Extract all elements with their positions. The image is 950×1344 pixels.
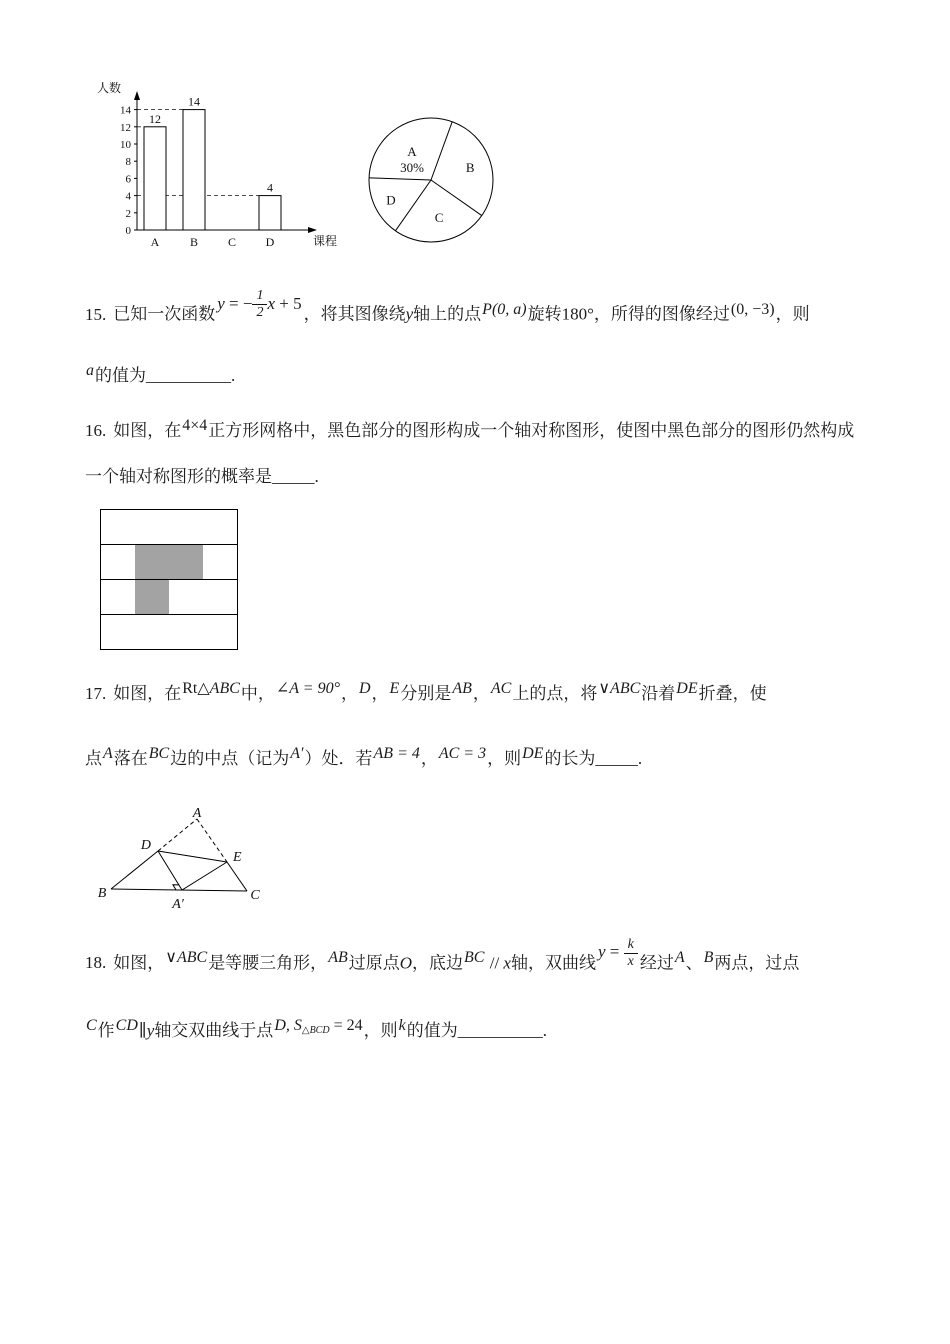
grid-cell-2-3 [203, 580, 238, 615]
q17-point-a-prime: A′ [290, 744, 304, 762]
q17-text-4: ， [371, 683, 389, 703]
q17-ac-equals-3: AC = 3 [438, 744, 487, 762]
q17-text-9: 折叠，使 [698, 683, 767, 703]
q17-angle-a: ∠A = 90° [275, 679, 340, 697]
pie-chart [349, 98, 517, 266]
svg-text:2: 2 [125, 207, 131, 220]
svg-text:A: A [407, 143, 417, 159]
q15-var-a: a [86, 362, 94, 380]
q18-hyperbola-formula [596, 936, 640, 969]
q17-text-13: ）处．若 [304, 748, 373, 768]
svg-text:8: 8 [125, 156, 131, 169]
q18-var-k: k [398, 1016, 406, 1034]
side-ec-line [227, 862, 247, 891]
svg-text:14: 14 [120, 104, 131, 117]
q17-point-e: E [389, 679, 400, 697]
q15-text-3: 轴上的点 [413, 304, 482, 324]
q18-text-7: 、 [685, 953, 703, 973]
q17-ab-equals-4: AB = 4 [373, 744, 420, 762]
q17-side-ac: AC [490, 679, 512, 697]
q15-text-4: 旋转180°，所得的图像经过 [527, 304, 730, 324]
q18-segment-cd: CD [115, 1016, 138, 1034]
q17-text-12: 边的中点（记为 [170, 748, 290, 768]
svg-text:A: A [150, 235, 160, 249]
q18-text-1: 如图， [113, 953, 165, 973]
statistics-figures [89, 78, 870, 271]
side-bd-line [111, 851, 158, 889]
grid-cell-1-3 [203, 545, 238, 580]
q17-text-14: ， [420, 748, 438, 768]
svg-text:4: 4 [125, 190, 131, 203]
label-e: E [233, 849, 242, 865]
svg-text:B: B [465, 160, 475, 176]
svg-text:B: B [189, 235, 199, 249]
q15-text-1: 已知一次函数 [113, 304, 216, 324]
q18-area-statement [273, 1017, 363, 1034]
q18-triangle-abc: ∨ABC [165, 949, 208, 967]
q18-text-4: ，底边 [412, 953, 464, 973]
da-dashed-line [158, 819, 197, 851]
q17-point-a: A [103, 744, 113, 762]
question-17-number: 17. [85, 683, 107, 703]
grid-cell-0-2 [169, 510, 204, 545]
q17-rt-prefix: Rt△ [182, 679, 210, 697]
q15-point-through: (0, −3) [730, 300, 775, 318]
q17-text-2: 中， [240, 683, 275, 703]
q15-text-2: ，将其图像绕 [303, 304, 406, 324]
q17-text-10: 点 [85, 748, 102, 768]
svg-text:课程: 课程 [313, 234, 338, 248]
fraction-numerator: k [624, 937, 638, 954]
fraction-denominator: x [627, 953, 634, 969]
q18-text-11: ，则 [363, 1020, 398, 1040]
q15-formula-eq: = − [224, 293, 253, 313]
q17-segment-de: DE [676, 679, 698, 697]
question-17-line-2 [85, 745, 870, 774]
grid-cell-2-2 [169, 580, 204, 615]
pie-chart-wrap [349, 98, 517, 271]
svg-text:D: D [265, 235, 275, 249]
svg-text:C: C [434, 210, 444, 226]
q17-rt-abc: ABC [209, 679, 240, 697]
q16-grid-size: 4×4 [182, 417, 208, 435]
q17-text-3: ， [340, 683, 358, 703]
q17-point-d: D [358, 679, 371, 697]
q17-text-15: ，则 [487, 748, 522, 768]
question-17-line-1 [85, 680, 870, 709]
q18-point-c: C [86, 1016, 97, 1034]
q17-text-5: 分别是 [400, 683, 452, 703]
q18-text-3: 过原点 [348, 953, 400, 973]
grid-cell-3-2 [169, 615, 204, 650]
q15-formula-tail: + 5 [275, 293, 302, 313]
label-a-prime: A′ [172, 896, 184, 912]
label-c: C [250, 887, 260, 903]
question-18-number: 18. [85, 953, 107, 973]
svg-text:0: 0 [125, 225, 131, 237]
grid-cell-3-1 [135, 615, 170, 650]
grid-cell-0-0 [101, 510, 136, 545]
q16-answer-blank: 一个轴对称图形的概率是_____. [85, 466, 319, 486]
svg-text:6: 6 [125, 173, 131, 186]
label-d: D [140, 837, 151, 853]
q18-formula-eq: = [605, 942, 624, 962]
question-16-number: 16. [85, 421, 107, 441]
q17-text-6: ， [472, 683, 490, 703]
svg-text:14: 14 [188, 94, 200, 109]
fraction-denominator: 2 [256, 305, 264, 321]
q17-rt-triangle [181, 680, 241, 697]
grid-cell-3-0 [101, 615, 136, 650]
q18-area-s: S [293, 1016, 302, 1034]
right-angle-mark [173, 884, 179, 889]
q17-text-11: 落在 [113, 748, 148, 768]
q17-triangle-abc: ∨ABC [598, 679, 641, 697]
question-15-line-2 [85, 362, 870, 391]
question-16-line-1 [85, 417, 870, 446]
q18-point-d: D, [274, 1016, 294, 1034]
label-a: A [192, 806, 202, 821]
svg-text:人数: 人数 [97, 81, 122, 95]
ea-prime-line [182, 862, 227, 890]
da-prime-line [158, 851, 182, 890]
q15-point-p: P(0, a) [482, 300, 527, 318]
fraction-one-half [252, 288, 267, 321]
q15-formula-y: y [217, 293, 225, 313]
grid-cell-2-0 [101, 580, 136, 615]
grid-cell-0-1 [135, 510, 170, 545]
q18-side-ab: AB [328, 949, 348, 967]
fold-de-line [158, 851, 227, 862]
q18-parallel-2: ∥ [138, 1020, 147, 1040]
question-16-line-2 [85, 463, 870, 492]
q17-answer-blank: 的长为_____. [544, 748, 643, 768]
question-18-line-2 [85, 1017, 870, 1046]
q18-x-axis-var: x [503, 953, 511, 973]
q18-area-value: = 24 [329, 1016, 363, 1034]
q18-answer-blank: 的值为__________. [406, 1020, 547, 1040]
svg-text:10: 10 [120, 139, 131, 151]
q18-formula-y: y [597, 942, 606, 962]
label-b: B [97, 885, 107, 901]
question-15-number: 15. [85, 304, 107, 324]
q18-text-2: 是等腰三角形， [208, 953, 328, 973]
svg-text:C: C [227, 235, 237, 249]
bar-chart [89, 78, 339, 254]
q18-area-subscript: △BCD [301, 1024, 330, 1036]
q15-answer-blank: 的值为__________. [95, 366, 236, 386]
q15-y-axis-var: y [405, 304, 414, 324]
q17-text-8: 沿着 [641, 683, 676, 703]
grid-cell-1-2 [169, 545, 204, 580]
grid-cell-0-3 [203, 510, 238, 545]
q17-text-7: 上的点，将 [512, 683, 598, 703]
q17-side-bc: BC [148, 744, 170, 762]
side-bc-line [111, 889, 247, 891]
symmetry-grid [100, 509, 238, 650]
svg-text:12: 12 [120, 121, 131, 134]
q18-text-8: 两点，过点 [714, 953, 800, 973]
svg-text:12: 12 [149, 111, 161, 126]
svg-text:4: 4 [267, 180, 273, 195]
q17-de-length: DE [522, 744, 544, 762]
q15-formula-x: x [267, 293, 276, 313]
q16-text-2: 正方形网格中，黑色部分的图形构成一个轴对称图形，使图中黑色部分的图形仍然构成 [208, 421, 855, 441]
svg-text:D: D [386, 192, 396, 208]
fraction-k-over-x [624, 937, 638, 970]
q18-point-a: A [674, 949, 685, 967]
question-18-line-1 [85, 936, 870, 981]
q16-text-1: 如图，在 [113, 421, 182, 441]
grid-cell-1-1 [135, 545, 170, 580]
q17-side-ab: AB [452, 679, 472, 697]
ae-dashed-line [197, 819, 227, 862]
q18-origin-o: O [399, 953, 413, 973]
q18-point-b: B [703, 949, 714, 967]
grid-cell-2-1 [135, 580, 170, 615]
q15-linear-function-formula [215, 288, 303, 321]
fraction-numerator: 1 [252, 288, 267, 305]
grid-cell-3-3 [203, 615, 238, 650]
grid-cell-1-0 [101, 545, 136, 580]
q18-text-5: 轴，双曲线 [510, 953, 596, 973]
q18-side-bc: BC [464, 949, 485, 967]
q15-text-5: ，则 [775, 304, 810, 324]
q18-y-axis-var: y [146, 1020, 155, 1040]
fold-triangle-figure [89, 807, 299, 919]
q17-text-1: 如图，在 [113, 683, 182, 703]
q18-text-9: 作 [97, 1020, 115, 1040]
q18-parallel-1: // [485, 953, 504, 973]
q18-text-6: 经过 [639, 953, 674, 973]
question-15-line-1 [85, 288, 870, 332]
q18-text-10: 轴交双曲线于点 [154, 1020, 274, 1040]
svg-text:30%: 30% [400, 159, 424, 175]
